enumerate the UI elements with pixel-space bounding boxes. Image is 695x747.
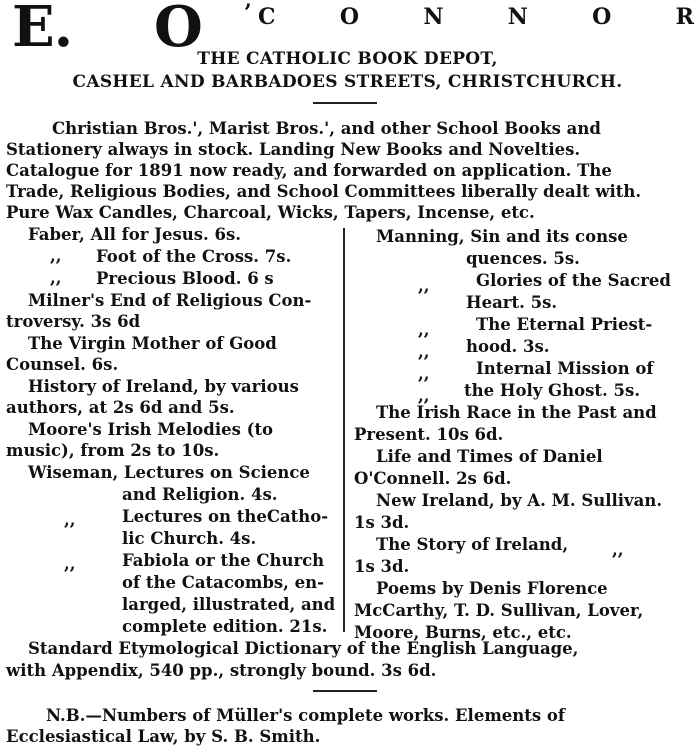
masthead-initial: E. [12, 0, 73, 60]
surname-letter: O [339, 4, 359, 30]
masthead-surname [258, 4, 694, 30]
left-item: Wiseman, Lectures on Science [28, 463, 310, 482]
ditto-mark: ,, [64, 510, 76, 529]
header-rule [313, 102, 377, 104]
right-item: McCarthy, T. D. Sullivan, Lover, [354, 601, 644, 620]
right-item: 1s 3d. [354, 557, 410, 576]
right-item: Moore, Burns, etc., etc. [354, 623, 572, 642]
ditto-mark: ,, [418, 276, 430, 295]
ditto-mark: ,, [50, 268, 62, 287]
ditto-mark: ,, [418, 386, 430, 405]
right-item: The Irish Race in the Past and [376, 403, 657, 422]
column-divider [343, 228, 345, 632]
left-item: Milner's End of Religious Con- [28, 291, 312, 310]
right-item: Glories of the Sacred [476, 271, 671, 290]
right-item: Internal Mission of [476, 359, 654, 378]
right-item: O'Connell. 2s 6d. [354, 469, 512, 488]
right-item: New Ireland, by A. M. Sullivan. [376, 491, 663, 510]
ditto-mark: ,, [418, 364, 430, 383]
left-item: of the Catacombs, en- [122, 573, 325, 592]
right-item: The Story of Ireland, [376, 535, 569, 554]
left-item: lic Church. 4s. [122, 529, 257, 548]
left-item: The Virgin Mother of Good [28, 334, 277, 353]
ditto-mark: ,, [50, 246, 62, 265]
right-item: the Holy Ghost. 5s. [464, 381, 641, 400]
intro-line: Christian Bros.', Marist Bros.', and other School Books and [52, 119, 601, 138]
business-name: THE CATHOLIC BOOK DEPOT, [197, 49, 498, 69]
left-item: larged, illustrated, and [122, 595, 336, 614]
intro-line: Pure Wax Candles, Charcoal, Wicks, Tapers, Incense, etc. [6, 203, 535, 222]
left-item: Moore's Irish Melodies (to [28, 420, 274, 439]
ditto-mark: ,, [418, 342, 430, 361]
left-item: Foot of the Cross. 7s. [96, 247, 292, 266]
right-item: The Eternal Priest- [476, 315, 653, 334]
right-item: hood. 3s. [466, 337, 550, 356]
intro-line: Trade, Religious Bodies, and School Committees liberally dealt with. [6, 182, 642, 201]
surname-letter: R [675, 4, 694, 30]
ditto-mark: ,, [64, 554, 76, 573]
left-item: Precious Blood. 6 s [96, 269, 274, 288]
dictionary-line: with Appendix, 540 pp., strongly bound. 3s 6d. [6, 661, 437, 680]
section-rule [313, 690, 377, 692]
left-item: troversy. 3s 6d [6, 312, 141, 331]
left-item: Faber, All for Jesus. 6s. [28, 225, 242, 244]
ditto-mark: ,, [612, 540, 624, 559]
surname-letter: N [507, 4, 528, 30]
left-item: authors, at 2s 6d and 5s. [6, 398, 235, 417]
note-line: N.B.—Numbers of Müller's complete works. Elements of [46, 706, 566, 725]
right-item: Poems by Denis Florence [376, 579, 608, 598]
left-item: History of Ireland, by various [28, 377, 299, 396]
masthead-o: O [154, 0, 203, 60]
surname-letter: O [592, 4, 612, 30]
intro-line: Catalogue for 1891 now ready, and forwarded on application. The [6, 161, 612, 180]
left-item: Fabiola or the Church [122, 551, 325, 570]
masthead-apostrophe: ’ [244, 0, 252, 26]
note-line: Ecclesiastical Law, by S. B. Smith. [6, 727, 321, 746]
left-item: and Religion. 4s. [122, 485, 278, 504]
right-item: Present. 10s 6d. [354, 425, 504, 444]
right-item: Life and Times of Daniel [376, 447, 603, 466]
intro-line: Stationery always in stock. Landing New Books and Novelties. [6, 140, 581, 159]
right-item: Heart. 5s. [466, 293, 558, 312]
right-item: quences. 5s. [466, 249, 580, 268]
business-address: CASHEL AND BARBADOES STREETS, CHRISTCHURCH. [72, 72, 623, 92]
surname-letter: C [258, 4, 276, 30]
left-item: Counsel. 6s. [6, 355, 119, 374]
ditto-mark: ,, [418, 320, 430, 339]
left-item: complete edition. 21s. [122, 617, 328, 636]
right-item: Manning, Sin and its conse [376, 227, 628, 246]
surname-letter: N [423, 4, 444, 30]
dictionary-line: Standard Etymological Dictionary of the English Language, [28, 639, 579, 658]
left-item: music), from 2s to 10s. [6, 441, 220, 460]
left-item: Lectures on theCatho- [122, 507, 329, 526]
right-item: 1s 3d. [354, 513, 410, 532]
